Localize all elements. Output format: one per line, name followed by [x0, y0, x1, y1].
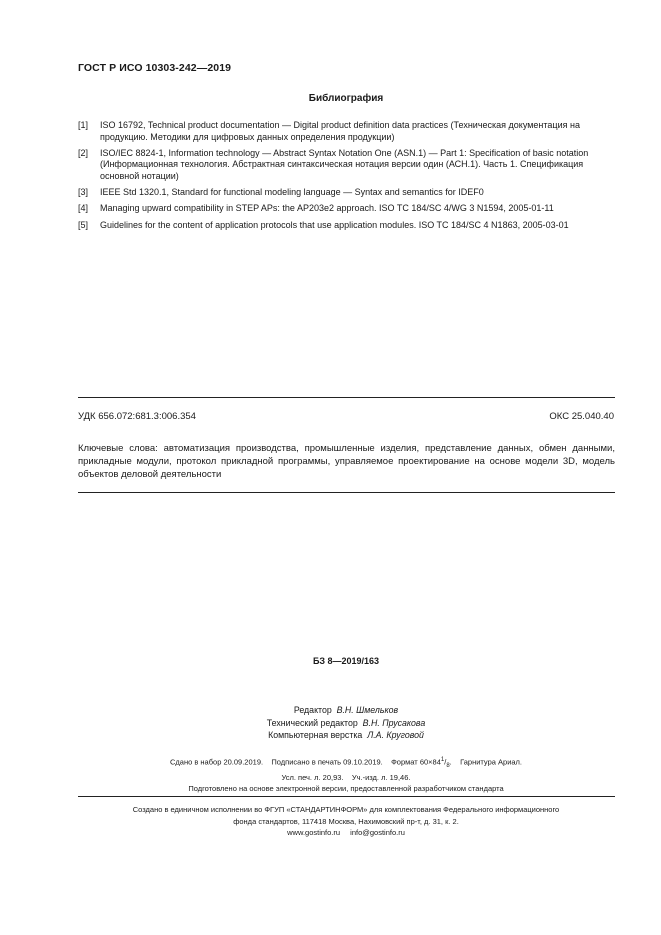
- footer: [62, 804, 630, 839]
- footer-line-3: [62, 827, 630, 839]
- entry-number: [3]: [78, 187, 89, 198]
- keywords: Ключевые слова: автоматизация производства, промышленные изделия, представление данных, обмен данными, прикладные модули, протокол прикладной программы, управляемое проектирование на основе модели 3D, модель объектов деловой деятельности: [78, 443, 615, 480]
- bibliography-entry: [78, 203, 615, 215]
- bibliography-title: Библиография: [308, 93, 384, 104]
- entry-number: [4]: [78, 203, 89, 214]
- publishing-info: [78, 755, 614, 795]
- divider-top: [78, 397, 615, 398]
- divider-keywords: [78, 492, 615, 493]
- publishing-text-end: . Гарнитура Ариал.: [449, 757, 523, 767]
- udk-code: УДК 656.072:681.3:006.354: [78, 411, 196, 422]
- footer-line-1: Создано в единичном исполнении во ФГУП «СТАНДАРТИНФОРМ» для комплектования Федерального информационного: [132, 805, 560, 814]
- standard-code: ГОСТ Р ИСО 10303-242—2019: [78, 62, 232, 74]
- bibliography-entry: [78, 187, 615, 199]
- entry-number: [1]: [78, 120, 89, 130]
- entry-text: IEEE Std 1320.1, Standard for functional modeling language — Syntax and semantics for IDEF0: [100, 187, 484, 198]
- credits-block: [78, 704, 614, 742]
- entry-text: ISO/IEC 8824-1, Information technology — Abstract Syntax Notation One (ASN.1) — Part 1: Specification of basic notation (Информационная технология. Абстрактная синтаксическая нотация версии один (АСН.1). Часть 1. Спецификация основной нотации): [100, 147, 589, 181]
- credit-label: Технический редактор: [266, 717, 358, 728]
- publishing-line-1: Сдано в набор 20.09.2019. Подписано в печать 09.10.2019. Формат $60\times 84^1/_8$. Гарнитура Ариал.: [169, 757, 523, 769]
- format-sup: 1: [440, 757, 445, 763]
- format-sub: 8: [446, 763, 450, 769]
- entry-number: [5]: [78, 219, 89, 230]
- credit-editor: [78, 704, 614, 717]
- entry-text: Guidelines for the content of application protocols that use application modules. ISO TC 184/SC 4 N1863, 2005-03-01: [100, 219, 569, 230]
- credit-tech-editor: [78, 717, 614, 730]
- footer-website[interactable]: www.gostinfo.ru: [287, 828, 341, 837]
- footer-line-2: фонда стандартов, 117418 Москва, Нахимовский пр-т, д. 31, к. 2.: [233, 816, 459, 826]
- bibliography-entry: [78, 120, 615, 143]
- entry-text: Managing upward compatibility in STEP APs: the AP203e2 approach. ISO TC 184/SC 4/WG 3 N1594, 2005-01-11: [100, 203, 554, 214]
- bibliography-entry: [78, 148, 615, 183]
- credit-layout: [78, 729, 614, 742]
- credit-name: Л.А. Круговой: [367, 730, 424, 741]
- publishing-line-2: Усл. печ. л. 20,93. Уч.-изд. л. 19,46.: [281, 773, 411, 783]
- publishing-text: Сдано в набор 20.09.2019. Подписано в печать 09.10.2019. Формат 60×84: [169, 757, 441, 767]
- credit-name: В.Н. Прусакова: [362, 717, 426, 728]
- bz-number: БЗ 8—2019/163: [312, 656, 380, 666]
- credit-name: В.Н. Шмельков: [336, 705, 399, 715]
- bibliography-list: [78, 120, 615, 236]
- oks-code: ОКС 25.040.40: [549, 411, 614, 422]
- bibliography-entry: [78, 220, 615, 232]
- publishing-line-3: Подготовлено на основе электронной версии, предоставленной разработчиком стандарта: [188, 784, 504, 794]
- entry-text: ISO 16792, Technical product documentation — Digital product definition data practices (Техническая документация на продукцию. Методики для цифровых данных определения продукции): [100, 120, 580, 142]
- footer-email[interactable]: info@gostinfo.ru: [350, 828, 405, 837]
- credit-label: Компьютерная верстка: [268, 730, 363, 741]
- divider-footer: [78, 796, 615, 797]
- credit-label: Редактор: [293, 705, 332, 715]
- entry-number: [2]: [78, 147, 89, 158]
